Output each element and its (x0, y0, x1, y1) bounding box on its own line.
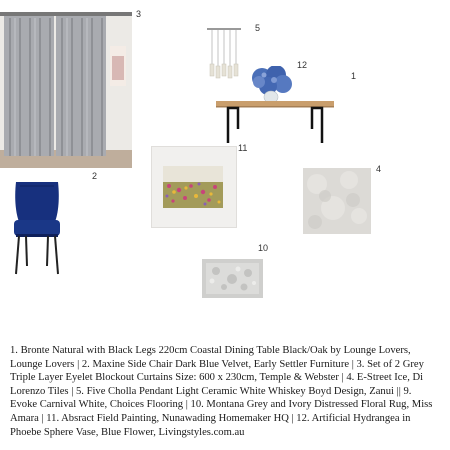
pendant-light-image (204, 28, 244, 80)
item-number: 12 (297, 60, 308, 70)
item-number: 5 (255, 23, 261, 33)
caption-text: 1. Bronte Natural with Black Legs 220cm Coastal Dining Table Black/Oak by Lounge Lovers, Lounge Lovers | 2. Maxine Side Chair Dark Blue Velvet, Early Settler Furniture | 3. Set of 2 Grey Triple Layer Eyelet Blockout Curtains Size: 600 x 230cm, Temple & Webster | 4. E-Street Ice, Di Lorenzo Tiles | 5. Five Cholla Pendant Light Ceramic White Whiskey Boyd Design, Zanui || 9. Evoke Carnival White, Choices Flooring | 10. Montana Grey and Ivory Distressed Floral Rug, Miss Amara | 11. Absract Field Painting, Nunawading Homemaker HQ | 12. Artificial Hydrangea in Phoebe Sphere Vase, Blue Flower, Livingstyles.com.au (10, 345, 433, 438)
item-number: 3 (136, 9, 142, 19)
item-number: 11 (238, 143, 248, 153)
rug-image (202, 259, 263, 298)
chair-image (10, 180, 64, 276)
item-number: 10 (258, 243, 269, 253)
dining-table-image (214, 99, 336, 145)
item-caption (10, 344, 438, 439)
curtains-image (0, 12, 132, 168)
painting-image (151, 146, 237, 228)
item-number: 2 (92, 171, 98, 181)
item-number: 1 (351, 71, 357, 81)
item-number: 4 (376, 164, 382, 174)
tile-image (303, 168, 371, 234)
